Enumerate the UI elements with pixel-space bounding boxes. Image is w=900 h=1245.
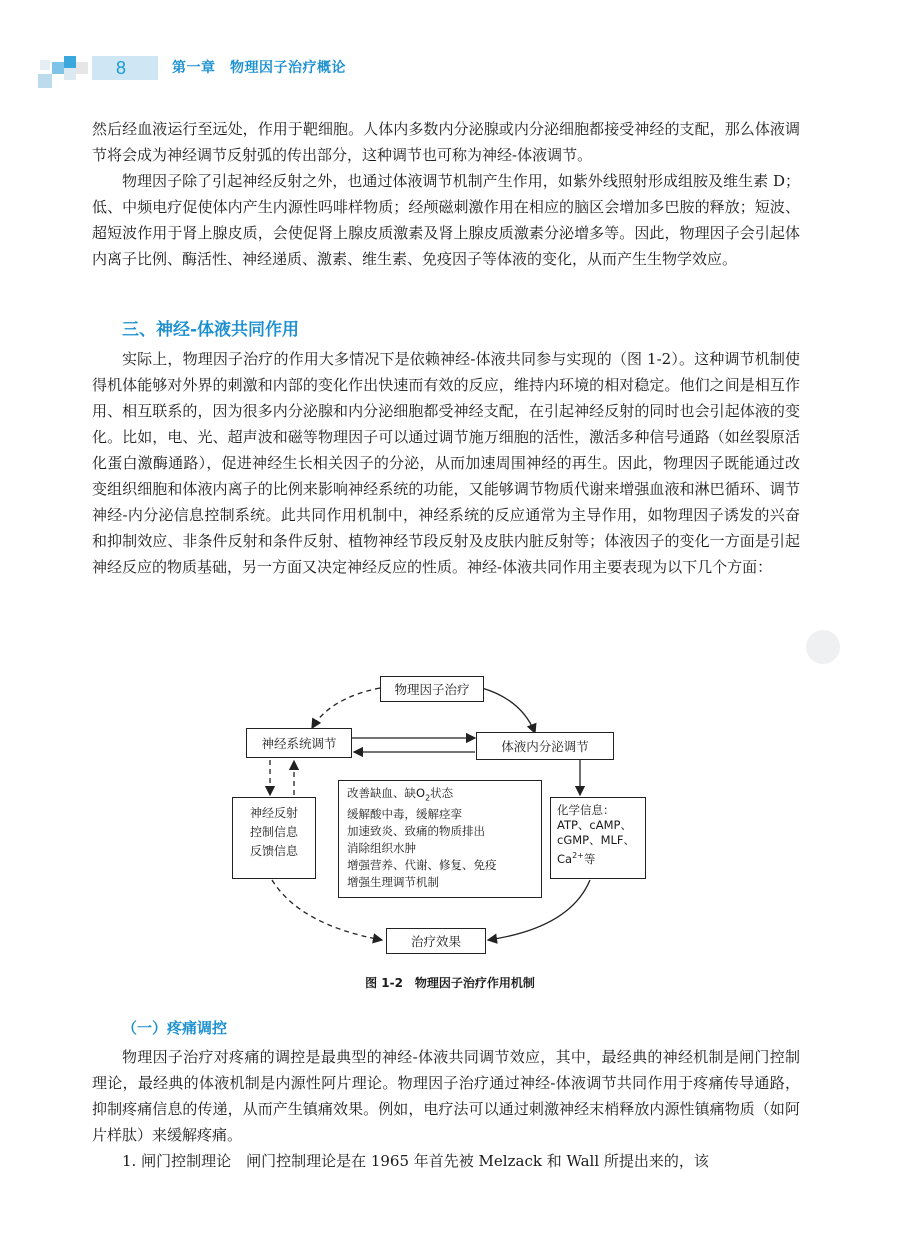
arrow-top-to-nervous [312, 688, 380, 728]
paragraph-1: 然后经血液运行至远处，作用于靶细胞。人体内多数内分泌腺或内分泌细胞都接受神经的支配，那么体液调节将会成为神经调节反射弧的传出部分，这种调节也可称为神经-体液调节。 [92, 120, 800, 164]
right-line-3: cGMP、MLF、 [557, 833, 636, 847]
center-line-1: 改善缺血、缺$O_2$状态 [347, 786, 454, 803]
subsection-heading-1: （一）疼痛调控 [122, 1019, 228, 1037]
box-chemical-info [550, 797, 646, 879]
section-heading-3: 三、神经-体液共同作用 [122, 320, 300, 340]
paragraph-4: 物理因子治疗对疼痛的调控是最典型的神经-体液共同调节效应，其中，最经典的神经机制是闸门控制理论，最经典的体液机制是内源性阿片理论。物理因子治疗通过神经-体液调节共同作用于疼痛传导通路，抑制疼痛信息的传递，从而产生镇痛效果。例如，电疗法可以通过刺激神经末梢释放内源性镇痛物质（如阿片样肽）来缓解疼痛。 [92, 1048, 800, 1144]
left-line-2: 控制信息 [249, 825, 298, 839]
left-line-3: 反馈信息 [249, 844, 298, 858]
right-line-2: ATP、cAMP、 [557, 818, 632, 832]
center-line-4: 消除组织水肿 [347, 841, 416, 856]
box-humoral-regulation: 体液内分泌调节 [476, 732, 614, 760]
box-therapy-effects [338, 780, 542, 898]
center-line-2: 缓解酸中毒，缓解痉挛 [347, 807, 462, 822]
box-physical-therapy: 物理因子治疗 [380, 676, 484, 702]
paragraph-5: 1. 闸门控制理论 闸门控制理论是在 1965 年首先被 Melzack 和 Wall 所提出来的，该 [122, 1152, 709, 1170]
arrow-top-to-humoral [482, 688, 535, 733]
left-line-1: 神经反射 [249, 806, 298, 820]
center-line-6: 增强生理调节机制 [347, 875, 439, 890]
paragraph-2: 物理因子除了引起神经反射之外，也通过体液调节机制产生作用，如紫外线照射形成组胺及维生素 D；低、中频电疗促使体内产生内源性吗啡样物质；经颅磁刺激作用在相应的脑区会增加多巴胺的释放；短波、超短波作用于肾上腺皮质，会使促肾上腺皮质激素及肾上腺皮质激素分泌增多等。因此，物理因子会引起体内离子比例、酶活性、神经递质、激素、维生素、免疫因子等体液的变化，从而产生生物学效应。 [92, 172, 800, 268]
center-line-5: 增强营养、代谢、修复、免疫 [347, 858, 497, 873]
center-line-3: 加速致炎、致痛的物质排出 [347, 824, 485, 839]
box-nervous-regulation: 神经系统调节 [246, 728, 352, 758]
chapter-title: 第一章 物理因子治疗概论 [172, 60, 346, 76]
box-therapy-effect: 治疗效果 [386, 928, 486, 954]
watermark-logo [806, 630, 840, 664]
right-line-4: $Ca^{2+}$等 [557, 851, 596, 866]
right-line-1: 化学信息： [557, 803, 615, 817]
paragraph-3: 实际上，物理因子治疗的作用大多情况下是依赖神经-体液共同参与实现的（图 1-2）。这种调节机制使得机体能够对外界的刺激和内部的变化作出快速而有效的反应，维持内环境的相对稳定。他们之间是相互作用、相互联系的，因为很多内分泌腺和内分泌细胞都受神经支配，在引起神经反射的同时也会引起体液的变化。比如，电、光、超声波和磁等物理因子可以通过调节施万细胞的活性，激活多种信号通路（如丝裂原活化蛋白激酶通路），促进神经生长相关因子的分泌，从而加速周围神经的再生。因此，物理因子既能通过改变组织细胞和体液内离子的比例来影响神经系统的功能，又能够调节物质代谢来增强血液和淋巴循环、调节神经-内分泌信息控制系统。此共同作用机制中，神经系统的反应通常为主导作用，如物理因子诱发的兴奋和抑制效应、非条件反射和条件反射、植物神经节段反射及皮肤内脏反射等；体液因子的变化一方面是引起神经反应的物质基础，另一方面又决定神经反应的性质。神经-体液共同作用主要表现为以下几个方面： [92, 350, 800, 576]
figure-caption: 图 1-2 物理因子治疗作用机制 [365, 976, 535, 990]
page-number: 8 [116, 58, 127, 78]
box-nerve-reflex [232, 797, 316, 879]
